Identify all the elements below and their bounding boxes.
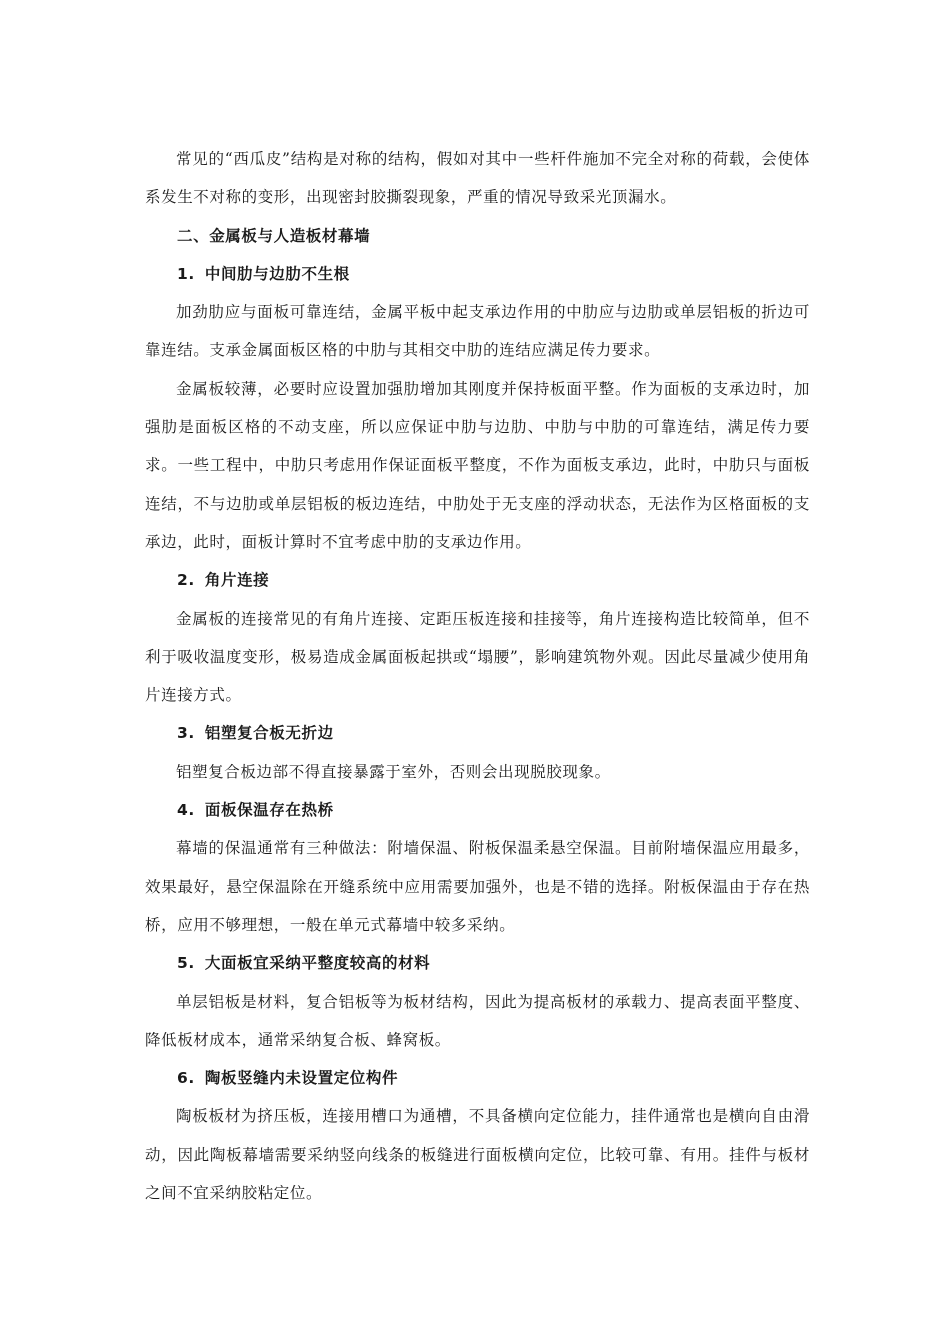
item-4-title: 面板保温存在热桥 xyxy=(204,800,334,820)
item-6-paragraph: 陶板板材为挤压板，连接用槽口为通槽，不具备横向定位能力，挂件通常也是横向自由滑动，因此陶板幕墙需要采纳竖向线条的板缝进行面板横向定位，比较可靠、有用。挂件与板材之间不宜采纳胶粘定位。 xyxy=(145,1107,810,1203)
document-page xyxy=(145,140,810,1212)
item-3-title: 铝塑复合板无折边 xyxy=(204,723,334,743)
item-2-heading xyxy=(145,561,810,599)
item-2-number: 2. xyxy=(177,571,195,590)
item-4-paragraph: 幕墙的保温通常有三种做法：附墙保温、附板保温柔悬空保温。目前附墙保温应用最多，效果最好，悬空保温除在开缝系统中应用需要加强外，也是不错的选择。附板保温由于存在热桥，应用不够理想，一般在单元式幕墙中较多采纳。 xyxy=(145,839,810,934)
item-6-heading xyxy=(145,1059,810,1097)
item-4-heading xyxy=(145,791,810,829)
item-6-number: 6. xyxy=(177,1069,195,1088)
item-3-number: 3. xyxy=(177,724,195,743)
intro-paragraph: 常见的“西瓜皮”结构是对称的结构，假如对其中一些杆件施加不完全对称的荷载，会使体系发生不对称的变形，出现密封胶撕裂现象，严重的情况导致采光顶漏水。 xyxy=(145,150,810,207)
section-2-heading: 二、金属板与人造板材幕墙 xyxy=(177,225,371,245)
item-3-paragraph: 铝塑复合板边部不得直接暴露于室外，否则会出现脱胶现象。 xyxy=(176,762,611,781)
item-4-number: 4. xyxy=(177,801,195,820)
item-3-heading xyxy=(145,714,810,752)
item-2-paragraph: 金属板的连接常见的有角片连接、定距压板连接和挂接等，角片连接构造比较简单，但不利于吸收温度变形，极易造成金属面板起拱或“塌腰”，影响建筑物外观。因此尽量减少使用角片连接方式。 xyxy=(145,609,810,705)
item-1-paragraph-2: 金属板较薄，必要时应设置加强肋增加其刚度并保持板面平整。作为面板的支承边时，加强肋是面板区格的不动支座，所以应保证中肋与边肋、中肋与中肋的可靠连结，满足传力要求。一些工程中，中肋只考虑用作保证面板平整度，不作为面板支承边，此时，中肋只与面板连结，不与边肋或单层铝板的板边连结，中肋处于无支座的浮动状态，无法作为区格面板的支承边，此时，面板计算时不宜考虑中肋的支承边作用。 xyxy=(145,379,810,551)
item-6-title: 陶板竖缝内未设置定位构件 xyxy=(204,1068,399,1088)
item-5-number: 5. xyxy=(177,954,195,973)
item-5-heading xyxy=(145,944,810,982)
item-5-paragraph: 单层铝板是材料，复合铝板等为板材结构，因此为提高板材的承载力、提高表面平整度、降低板材成本，通常采纳复合板、蜂窝板。 xyxy=(145,992,810,1049)
item-1-title: 中间肋与边肋不生根 xyxy=(204,263,350,283)
item-5-title: 大面板宜采纳平整度较高的材料 xyxy=(204,953,431,973)
item-1-paragraph-1: 加劲肋应与面板可靠连结，金属平板中起支承边作用的中肋应与边肋或单层铝板的折边可靠连结。支承金属面板区格的中肋与其相交中肋的连结应满足传力要求。 xyxy=(145,303,810,360)
item-2-title: 角片连接 xyxy=(204,570,270,590)
item-1-number: 1. xyxy=(177,264,195,283)
item-1-heading xyxy=(145,255,810,293)
